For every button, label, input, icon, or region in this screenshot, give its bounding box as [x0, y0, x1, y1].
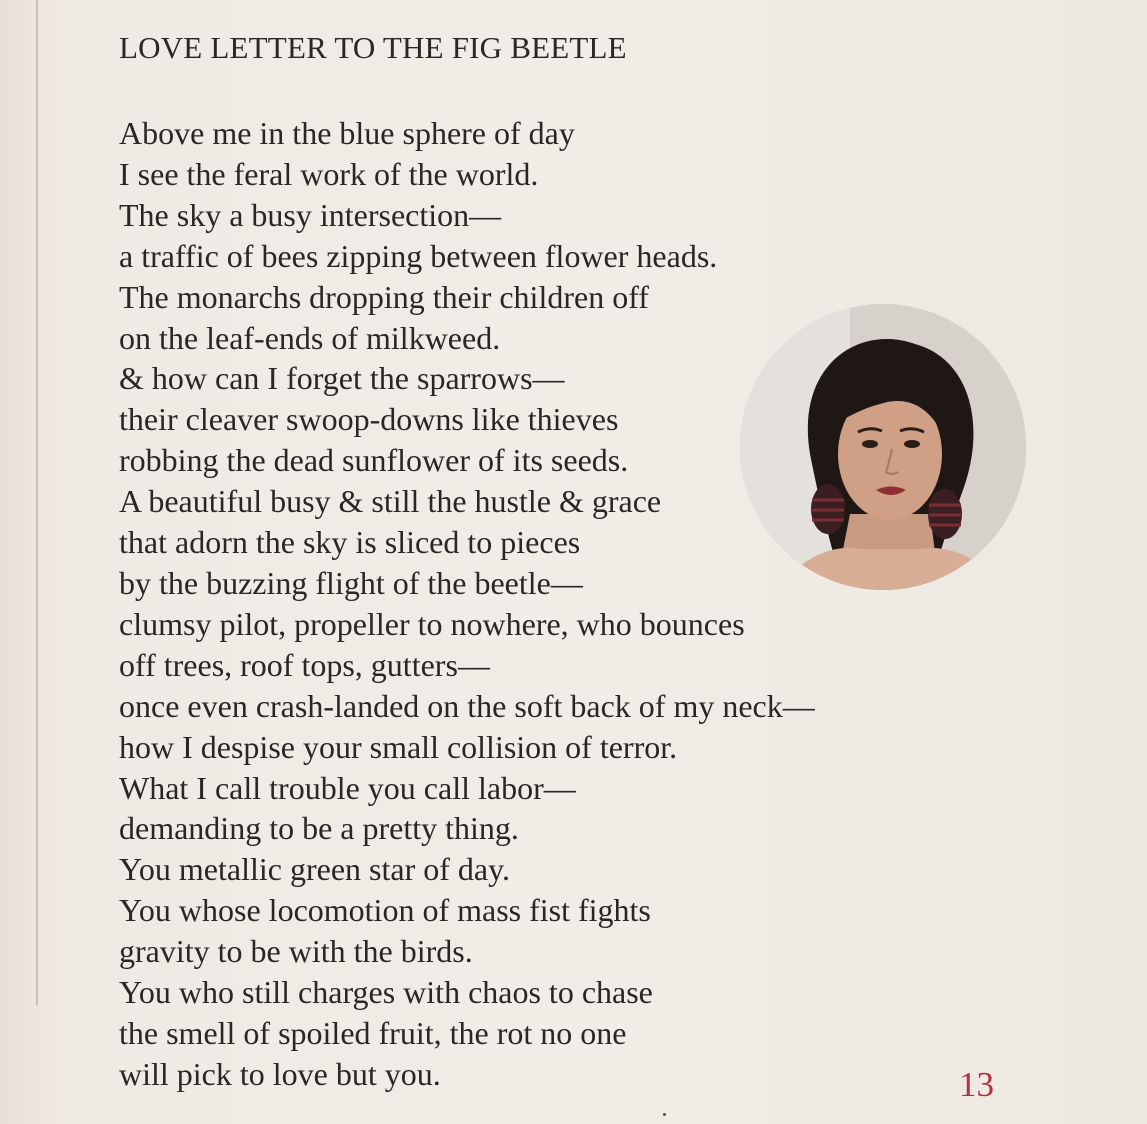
poem-line: The sky a busy intersection— [119, 196, 502, 233]
poem-line: a traffic of bees zipping between flower heads. [119, 237, 718, 274]
poem-line: I see the feral work of the world. [119, 155, 539, 192]
poem-line: that adorn the sky is sliced to pieces [119, 524, 581, 561]
poem-line: will pick to love but you. [119, 1055, 441, 1092]
poem-line: You who still charges with chaos to chase [119, 974, 653, 1011]
paper-speck [663, 1113, 666, 1116]
poem-line: The monarchs dropping their children off [119, 278, 649, 315]
poem-line: on the leaf-ends of milkweed. [119, 319, 501, 356]
author-portrait-illustration [740, 304, 1026, 590]
page-gutter-line [36, 0, 38, 1005]
poem-line: & how can I forget the sparrows— [119, 360, 565, 397]
page-number: 13 [959, 1065, 994, 1104]
poem-body [119, 113, 815, 1095]
poem-line: gravity to be with the birds. [119, 933, 473, 970]
poem-line: demanding to be a pretty thing. [119, 810, 519, 847]
poem-line: Above me in the blue sphere of day [119, 115, 575, 151]
poem-line: You metallic green star of day. [119, 851, 511, 888]
poem-line: once even crash-landed on the soft back of my neck— [119, 687, 815, 724]
poem-line: robbing the dead sunflower of its seeds. [119, 442, 629, 479]
poem-line: the smell of spoiled fruit, the rot no one [119, 1014, 627, 1051]
poem-line: by the buzzing flight of the beetle— [119, 564, 583, 601]
poem-line: What I call trouble you call labor— [119, 769, 576, 806]
poem-line: You whose locomotion of mass fist fights [119, 892, 651, 929]
author-portrait [740, 304, 1026, 590]
poem-line: how I despise your small collision of terror. [119, 728, 678, 765]
poem-line: clumsy pilot, propeller to nowhere, who bounces [119, 605, 745, 642]
poem-line: A beautiful busy & still the hustle & grace [119, 483, 662, 520]
poem-line: off trees, roof tops, gutters— [119, 646, 490, 683]
poem-line: their cleaver swoop-downs like thieves [119, 401, 619, 438]
poem-title: LOVE LETTER TO THE FIG BEETLE [119, 30, 627, 65]
